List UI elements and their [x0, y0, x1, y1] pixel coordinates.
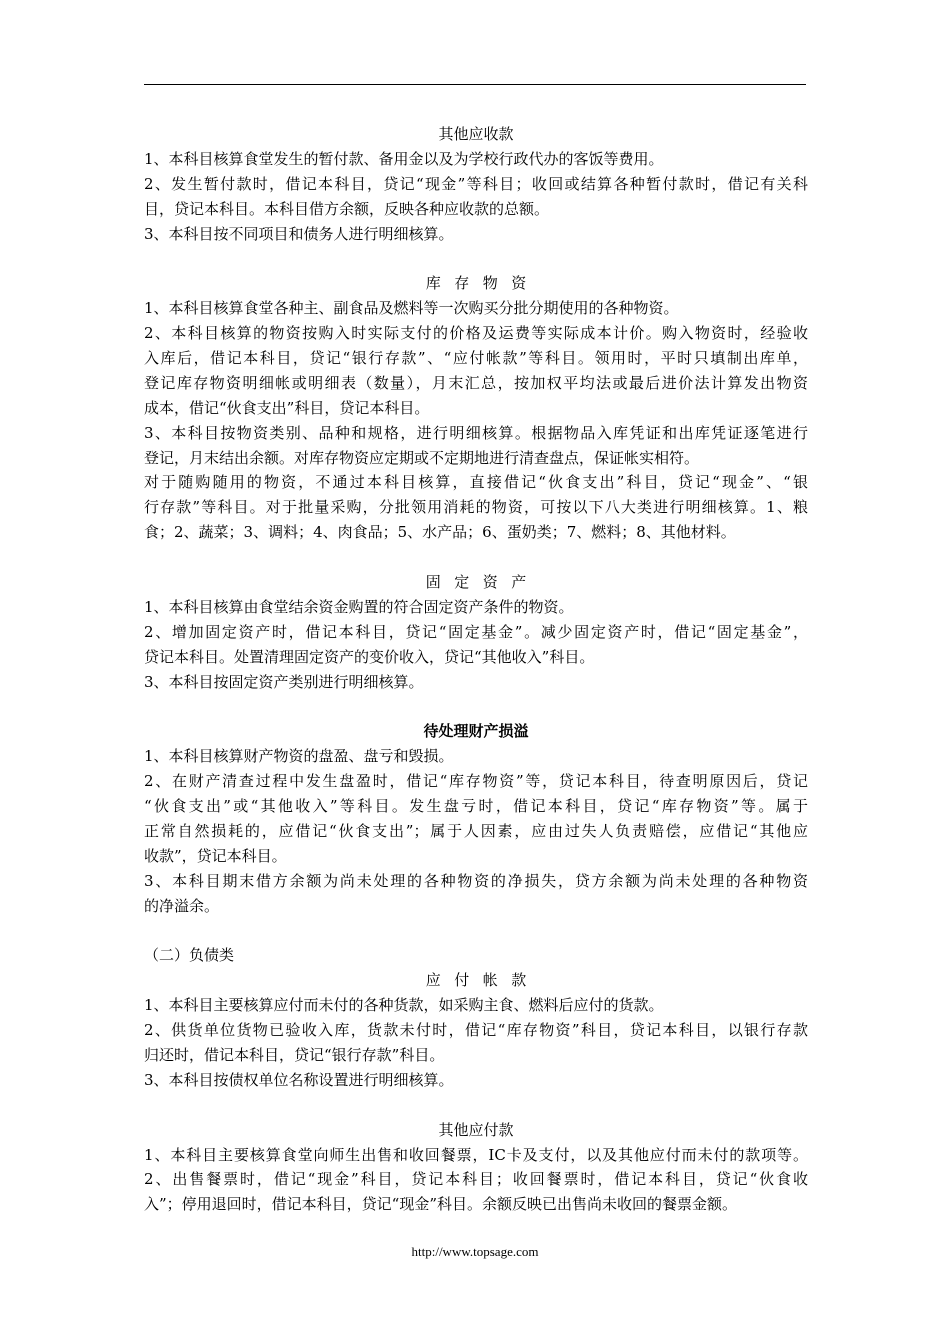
paragraph-line: 3、本科目按债权单位名称设置进行明细核算。: [144, 1070, 454, 1089]
paragraph-line: 1、本科目主要核算应付而未付的各种货款，如采购主食、燃料后应付的货款。: [144, 996, 664, 1015]
paragraph-line: 入库后，借记本科目，贷记“银行存款”、“应付帐款”等科目。领用时，平时只填制出库单，: [144, 349, 808, 368]
paragraph-line: 食；2、蔬菜；3、调料；4、肉食品；5、水产品；6、蛋奶类；7、燃料；8、其他材料。: [144, 523, 736, 542]
paragraph-line: 1、本科目核算财产物资的盘盈、盘亏和毁损。: [144, 747, 454, 766]
paragraph-line: 3、本科目按不同项目和债务人进行明细核算。: [144, 224, 454, 243]
header-rule: [144, 84, 806, 85]
paragraph-line: 登记，月末结出余额。对库存物资应定期或不定期地进行清查盘点，保证帐实相符。: [144, 448, 700, 467]
document-body: [144, 122, 808, 1217]
paragraph-line: 1、本科目核算食堂各种主、副食品及燃料等一次购买分批分期使用的各种物资。: [144, 299, 679, 318]
paragraph-line: 行存款”等科目。对于批量采购，分批领用消耗的物资，可按以下八大类进行明细核算。1、粮: [144, 498, 808, 517]
paragraph-line: 2、供货单位货物已验收入库，货款未付时，借记“库存物资”科目，贷记本科目，以银行存款: [144, 1021, 808, 1040]
paragraph-line: 1、本科目主要核算食堂向师生出售和收回餐票，IC卡及支付，以及其他应付而未付的款项等。: [144, 1145, 808, 1164]
paragraph-line: “伙食支出”或“其他收入”等科目。发生盘亏时，借记本科目，贷记“库存物资”等。属于: [144, 797, 808, 816]
paragraph-line: 收款”，贷记本科目。: [144, 846, 287, 865]
paragraph-line: 的净溢余。: [144, 896, 220, 915]
paragraph-line: 入”；停用退回时，借记本科目，贷记“现金”科目。余额反映已出售尚未收回的餐票金额。: [144, 1195, 738, 1214]
section-title-other-receivables: 其他应收款: [438, 125, 514, 143]
paragraph-line: 成本，借记“伙食支出”科目，贷记本科目。: [144, 398, 430, 417]
section-title-fixed-assets: 固定资产: [425, 573, 540, 592]
paragraph-line: 3、本科目按物资类别、品种和规格，进行明细核算。根据物品入库凭证和出库凭证逐笔进行: [144, 423, 808, 442]
paragraph-line: 2、增加固定资产时，借记本科目，贷记“固定基金”。减少固定资产时，借记“固定基金”，: [144, 622, 808, 641]
section-title-pending-property: 待处理财产损溢: [423, 722, 529, 741]
paragraph-line: 归还时，借记本科目，贷记“银行存款”科目。: [144, 1045, 445, 1064]
section-title-accounts-payable: 应付帐款: [425, 971, 540, 990]
paragraph-line: 对于随购随用的物资，不通过本科目核算，直接借记“伙食支出”科目，贷记“现金”、“银: [144, 473, 808, 492]
paragraph-line: 2、在财产清查过程中发生盘盈时，借记“库存物资”等，贷记本科目，待查明原因后，贷记: [144, 772, 808, 791]
paragraph-line: 3、本科目期末借方余额为尚未处理的各种物资的净损失，贷方余额为尚未处理的各种物资: [144, 871, 808, 890]
paragraph-line: 2、发生暂付款时，借记本科目，贷记“现金”等科目；收回或结算各种暂付款时，借记有关科: [144, 174, 808, 193]
paragraph-line: 1、本科目核算食堂发生的暂付款、备用金以及为学校行政代办的客饭等费用。: [144, 149, 664, 168]
section-title-inventory: 库存物资: [425, 274, 540, 293]
category-heading: （二）负债类: [144, 946, 235, 965]
paragraph-line: 2、出售餐票时，借记“现金”科目，贷记本科目；收回餐票时，借记本科目，贷记“伙食收: [144, 1170, 808, 1189]
section-title-other-payables: 其他应付款: [438, 1120, 514, 1139]
paragraph-line: 登记库存物资明细帐或明细表（数量），月末汇总，按加权平均法或最后进价法计算发出物资: [144, 373, 808, 392]
paragraph-line: 3、本科目按固定资产类别进行明细核算。: [144, 672, 424, 691]
paragraph-line: 贷记本科目。处置清理固定资产的变价收入，贷记“其他收入”科目。: [144, 647, 595, 666]
paragraph-line: 目，贷记本科目。本科目借方余额，反映各种应收款的总额。: [144, 199, 550, 218]
paragraph-line: 2、本科目核算的物资按购入时实际支付的价格及运费等实际成本计价。购入物资时，经验收: [144, 324, 808, 343]
paragraph-line: 1、本科目核算由食堂结余资金购置的符合固定资产条件的物资。: [144, 597, 574, 616]
footer-url: http://www.topsage.com: [411, 1244, 539, 1259]
paragraph-line: 正常自然损耗的，应借记“伙食支出”；属于人因素，应由过失人负责赔偿，应借记“其他应: [144, 821, 808, 840]
